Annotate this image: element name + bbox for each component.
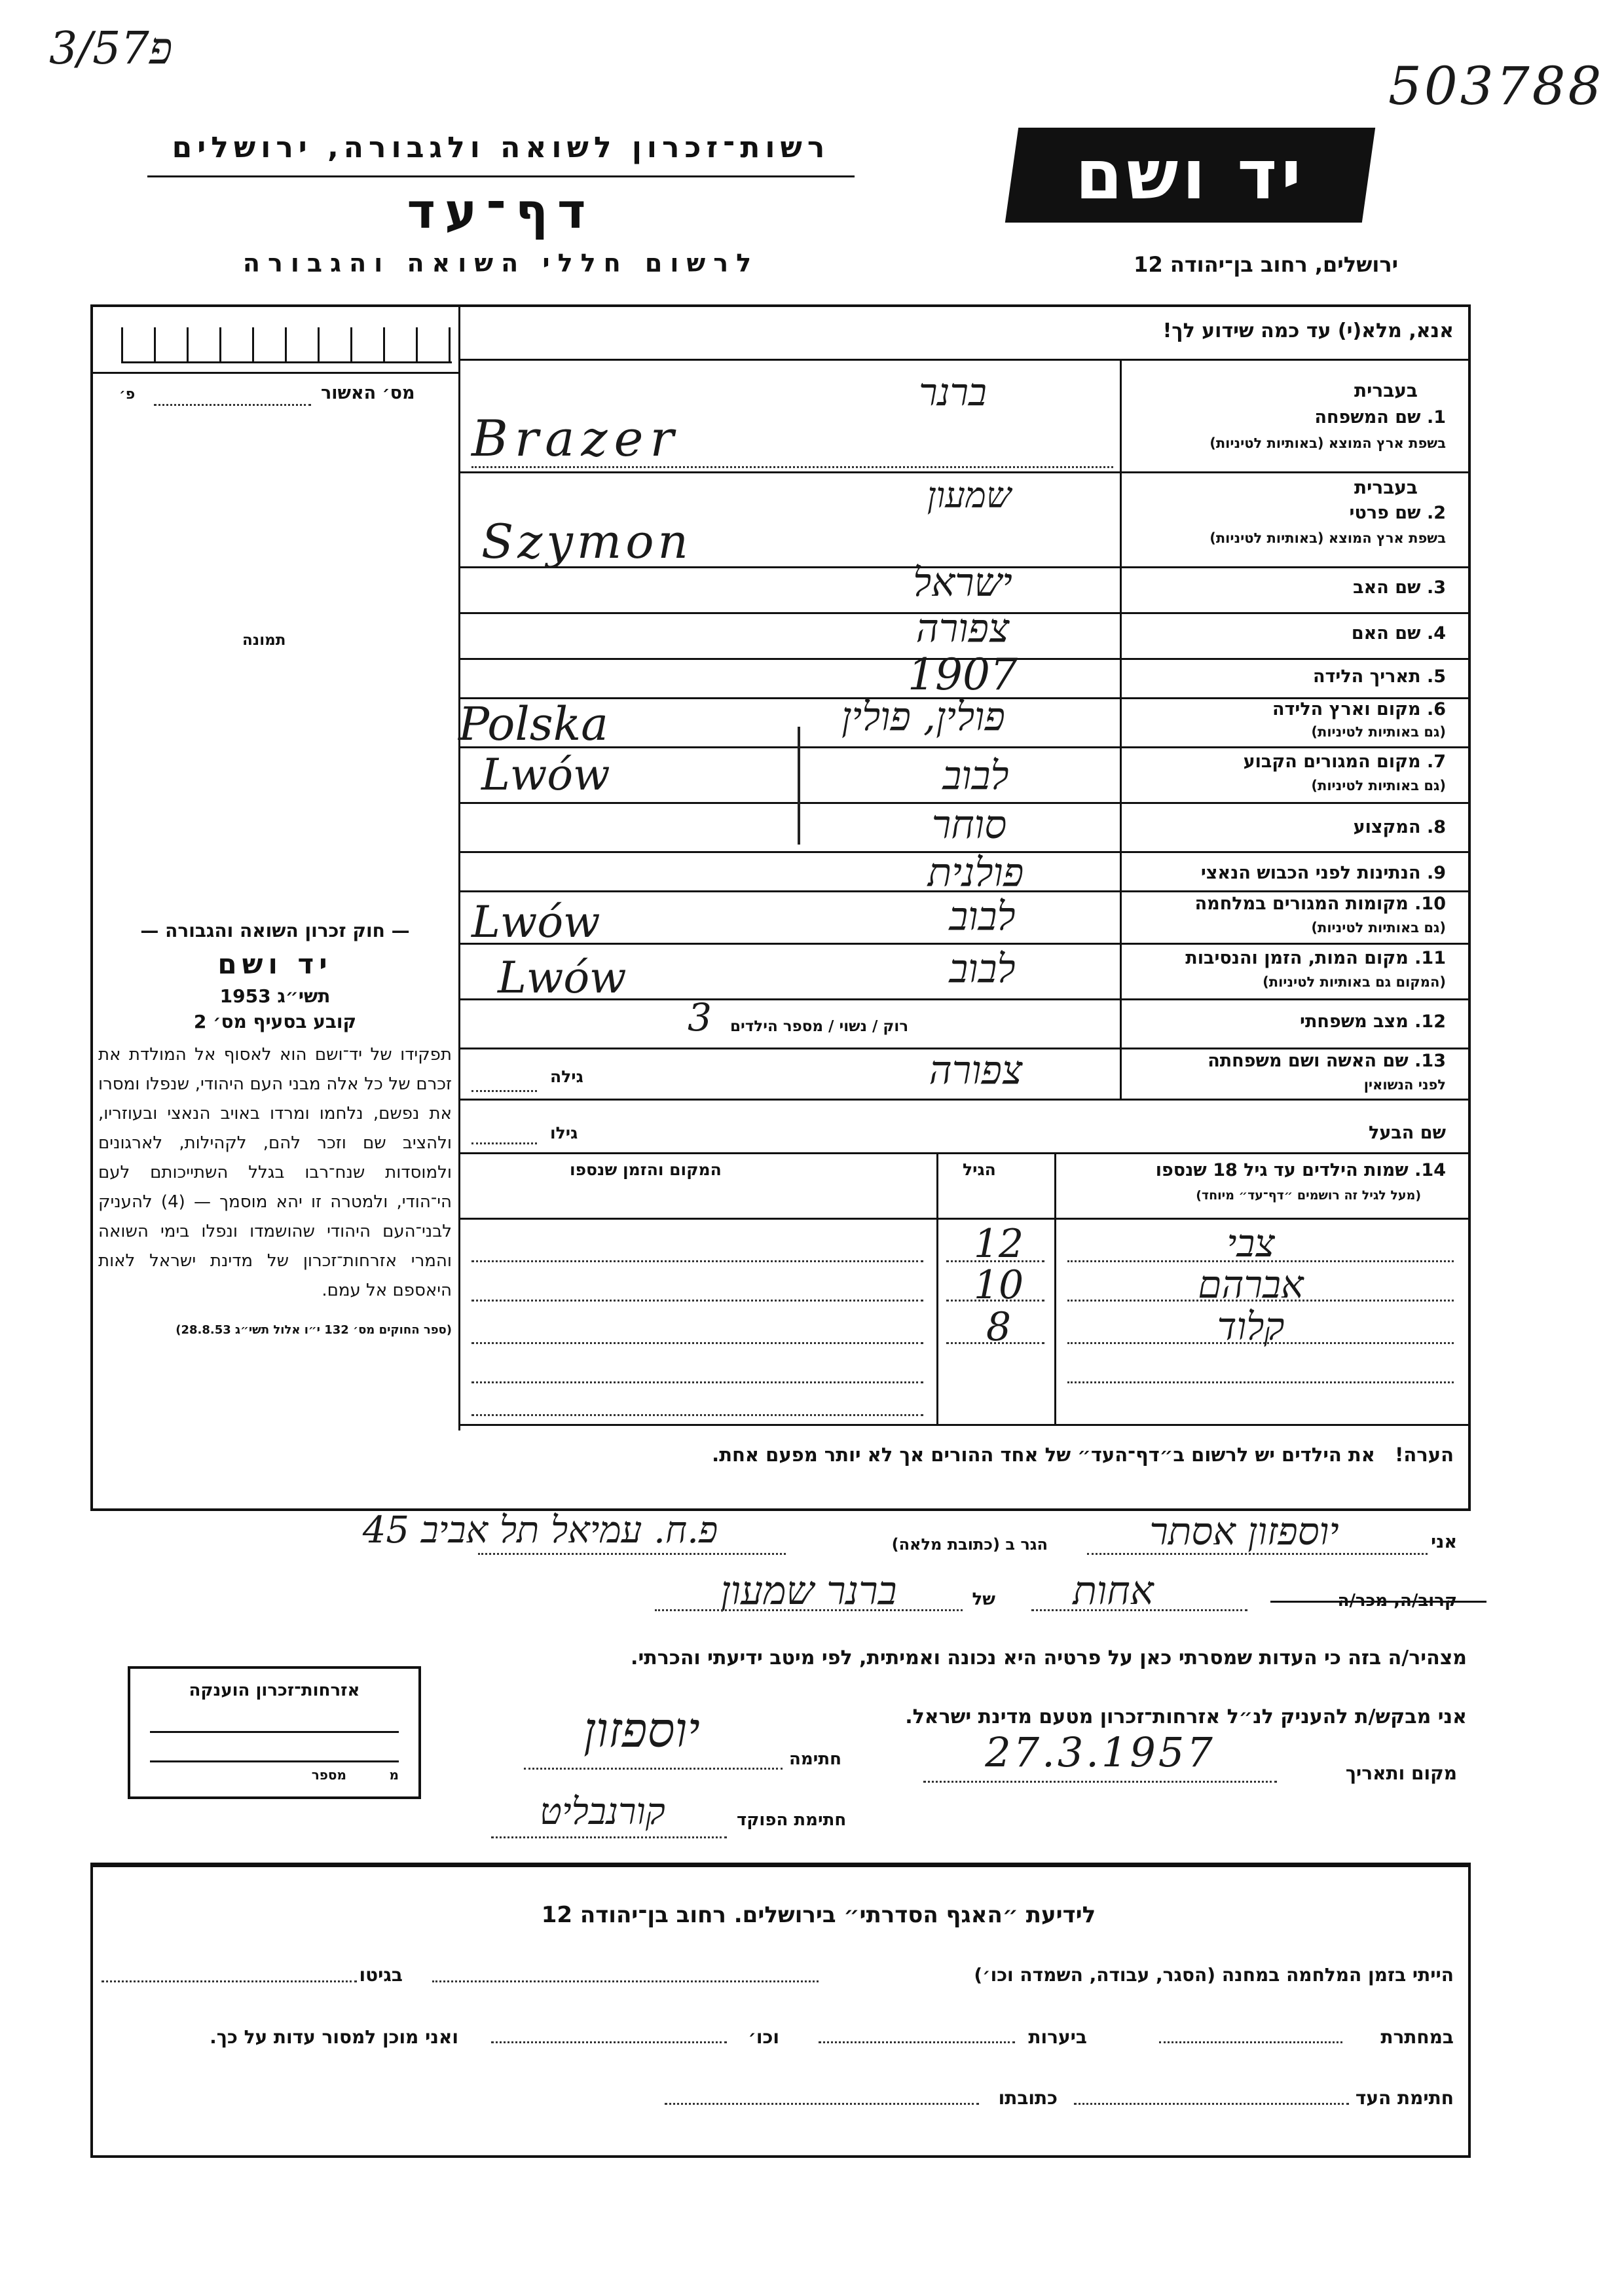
instruction: אנא, מלא(י) עד כמה שידוע לך! <box>1162 319 1454 342</box>
f13-sub: לפני הנשואין <box>1363 1077 1446 1093</box>
yad-vashem-logo <box>1005 128 1375 223</box>
f10-label: 10. מקומות המגורים במלחמה <box>1194 894 1446 914</box>
citizenship-number-prefix: מ <box>389 1767 399 1783</box>
f3-label: 3. שם האב <box>1353 577 1446 598</box>
f1-label: 1. שם המשפחה <box>1314 407 1446 428</box>
f2-in-hebrew: בעברית <box>1354 477 1418 498</box>
law-title: — חוק זכרון השואה והגבורה — <box>140 920 410 941</box>
etc-label: וכו׳ <box>748 2026 779 2048</box>
age-header: הגיל <box>963 1160 996 1179</box>
bottom-title: לידיעת ״האגף הסדרתי״ בירושלים. רחוב בן־יהודה 12 <box>541 1902 1096 1928</box>
officer-signature: קורנבליט <box>540 1791 665 1833</box>
f2-value-he: שמעון <box>927 475 1012 516</box>
law-name: יד ושם <box>217 948 333 980</box>
child-2-age[interactable]: 10 <box>973 1262 1024 1308</box>
children-title: 14. שמות הילדים עד גיל 18 שנספו <box>1155 1160 1446 1180</box>
f9-label: 9. הנתינות לפני הכבוש הנאצי <box>1200 863 1446 883</box>
f4-label: 4. שם האם <box>1351 623 1446 644</box>
witness-signature-label: חתימת העד <box>1355 2087 1454 2109</box>
f13-label: 13. שם האשה ושם משפחתה <box>1208 1051 1446 1071</box>
citizenship-number-label: מספר <box>311 1767 346 1783</box>
camp-label: הייתי בזמן המלחמה במחנה (הסגר, עבודה, השמדה וכו׳) <box>974 1964 1454 1986</box>
testimony-ready: ואני מוכן למסור עדות על כך. <box>210 2026 458 2048</box>
law-text: תפקידו של יד־ושם הוא לאסוף אל המולדת את זכרם של כל אלה מבני העם היהודי, שנפלו ומסרו את נפשם, נלחמו ומרדו באויב הנאצי ובעוזריו, ולהציב שם וזכר להם, לקהילות, לארגונים ולמוסדות שנח־רבו בגלל השתייכותם לעם הי־הודי, ולמטרה זו יהא מוסמך — (4) להעניק לבני־העם היהודי שהושמדו ונפלו בימי השואה והמרי אזרחות־זכרון של מדינת ישראל לאות היאספם אל עמם. <box>98 1045 452 1300</box>
f2-label: 2. שם פרטי <box>1349 503 1446 523</box>
officer-label: חתימת הפוקד <box>737 1810 847 1830</box>
husband-age-label: גילו <box>550 1123 578 1142</box>
f8-label: 8. המקצוע <box>1353 817 1446 837</box>
archive-number: 503788 <box>1388 56 1604 117</box>
relation-label: קרוב/ה, מכר/ה <box>1337 1591 1457 1611</box>
of-label: של <box>972 1590 995 1609</box>
f12-label: 12. מצב משפחתי <box>1300 1011 1446 1032</box>
note: הערה! את הילדים יש לרשום ב״דף־העד״ של אחד ההורים אך לא יותר מפעם אחת. <box>712 1444 1454 1466</box>
f1-value-he: ברנר <box>919 370 987 414</box>
declarant-address[interactable]: פ.ח. עמיאל תל אביב 45 <box>362 1509 718 1552</box>
child-1-name[interactable]: צבי <box>1227 1221 1275 1266</box>
form-subtitle: לרשום חללי השואה והגבורה <box>242 249 760 278</box>
page: פ3/57 503788 רשות־זכרון לשואה ולגבורה, ירושלים דף־עד לרשום חללי השואה והגבורה יד ושם ירושלים, רחוב בן־יהודה 12 מס׳ האשור פ׳ תמונה אנא, מלא(י) עד כמה שידוע לך! בעברית 1. שם המשפחה בשפת ארץ המוצא (באותיות לטיניות) בעברית 2. שם פרטי בשפת ארץ המוצא (באותיות לטיניות) 3. שם האב 4. שם האם 5. תאריך הלידה 6. מקום וארץ הלידה (גם באותיות לטיניות) 7. מקום המגורים הקבוע (גם באותיות לטיניות) 8. המקצוע 9. הנתינות לפני הכבוש הנאצי 10. מקומות המגורים במלחמה (גם באותיות לטיניות) 11. מקום המות, הזמן והנסיבות (המקום גם באותיות לטיניות) 12. מצב משפחתי 13. שם האשה ושם משפחתה לפני הנשואין שם הבעל ברנר Brazer שמעון Szymon ישראל צפורה 1907 פולין, פולין Polska לבוב Lwów סוחר פולנית לבוב Lwów לבוב Lwów רוק / נשוי / מספר הילדים 3 צפורה גילה גילו 14. שמות הילדים עד גיל 18 שנספו (מעל לגיל זה רושמים ״דף־עד״ מיוחד) הגיל המקום והזמן שנספו צבי 12 אברהם 10 קלוד 8 הערה! את הילדים יש לרשום ב״דף־העד״ של אחד ההורים אך לא יותר מפעם אחת. — חוק זכרון השואה והגבורה — יד ושם תשי״ג 1953 קובע בסעיף מס׳ 2 תפקידו של יד־ושם הוא לאסוף אל המולדת את זכרם של כל אלה מבני העם היהודי, שנפלו ומסרו את נפשם, נלחמו ומרדו באויב הנאצי ובעוזריו, ולהציב שם וזכר להם, לקהילות, לארגונים ולמוסדות שנח־רבו בגלל השתייכותם לעם הי־הודי, ולמטרה זו יהא מוסמך — (4) להעניק לבני־העם היהודי שהושמדו ונפלו בימי השואה והמרי אזרחות־זכרון של מדינת ישראל לאות היאספם אל עמם. (ספר החוקים מס׳ 132 י״ו אלול תשי״ג 28.8.53) אני יוספזון אסתר הגר ב (כתובת מלאה) פ.ח. עמיאל תל אביב 45 קרוב/ה, מכר/ה אחות של ברנר שמעון מצהיר/ה בזה כי העדות שמסרתי כאן על פרטיה היא נכונה ואמיתית, לפי מיטב ידיעתי והכרתי. אני מבקש/ת להעניק לנ״ל אזרחות־זכרון מטעם מדינת ישראל. מקום ותאריך 27.3.1957 חתימה יוספזון חתימת הפוקד קורנבליט אזרחות־זכרון הוענקה מ מספר לידיעת ״האגף הסדרתי״ בירושלים. רחוב בן־יהודה 12 הייתי בזמן המלחמה במחנה (הסגר, עבודה, השמדה וכו׳) בגיטו במחתרת ביערות וכו׳ ואני מוכן למסור עדות על כך. חתימת העד כתובתו <box>0 0 1624 2296</box>
f7-sub: (גם באותיות לטיניות) <box>1311 778 1446 793</box>
citizenship-box <box>128 1666 421 1799</box>
f5-value: 1907 <box>908 649 1018 700</box>
statement: מצהיר/ה בזה כי העדות שמסרתי כאן על פרטיה היא נכונה ואמיתית, לפי מיטב ידיעתי והכרתי. <box>631 1647 1467 1669</box>
f7-label: 7. מקום המגורים הקבוע <box>1243 752 1446 772</box>
request: אני מבקש/ת להעניק לנ״ל אזרחות־זכרון מטעם מדינת ישראל. <box>905 1705 1467 1728</box>
f6-sub: (גם באותיות לטיניות) <box>1311 724 1446 740</box>
f11-value-lat: Lwów <box>498 953 627 1003</box>
residing-label: הגר ב (כתובת מלאה) <box>891 1535 1048 1554</box>
form-title: דף־עד <box>407 183 595 240</box>
f13-value: צפורה <box>929 1048 1023 1093</box>
f6-label: 6. מקום וארץ הלידה <box>1272 699 1446 720</box>
f1-value-lat: Brazer <box>471 409 680 467</box>
f12-status-options: רוק / נשוי / מספר הילדים <box>730 1018 909 1035</box>
f2-sub: בשפת ארץ המוצא (באותיות לטיניות) <box>1209 530 1446 546</box>
f10-value-he: לבוב <box>949 894 1016 939</box>
f12-children-count: 3 <box>688 995 712 1040</box>
f6-value-he: פולין, פולין <box>841 694 1005 740</box>
f11-label: 11. מקום המות, הזמן והנסיבות <box>1185 948 1446 968</box>
child-3-age[interactable]: 8 <box>986 1304 1012 1350</box>
relative-of[interactable]: ברנר שמעון <box>720 1568 897 1614</box>
handwritten-stroke <box>798 727 800 845</box>
f11-value-he: לבוב <box>949 946 1016 992</box>
f7-value-he: לבוב <box>942 753 1009 799</box>
f8-value: סוחר <box>931 802 1007 848</box>
declarant-name[interactable]: יוספזון אסתר <box>1149 1509 1339 1554</box>
forests-label: ביערות <box>1028 2026 1087 2048</box>
law-year: תשי״ג 1953 <box>219 985 331 1007</box>
place-date-label: מקום ותאריך <box>1345 1762 1457 1784</box>
approval-no-label: מס׳ האשור <box>321 383 415 403</box>
f5-label: 5. תאריך הלידה <box>1312 666 1446 687</box>
place-date-value[interactable]: 27.3.1957 <box>985 1728 1215 1776</box>
relation-value[interactable]: אחות <box>1073 1568 1154 1614</box>
logo-text: יד ושם <box>1075 135 1305 215</box>
child-2-name[interactable]: אברהם <box>1198 1262 1304 1307</box>
wife-age-label: גילה <box>550 1067 583 1086</box>
f2-value-lat: Szymon <box>481 514 692 569</box>
husband-label: שם הבעל <box>1368 1123 1446 1143</box>
f4-value: צפורה <box>915 606 1010 651</box>
child-3-name[interactable]: קלוד <box>1217 1304 1285 1349</box>
f3-value: ישראל <box>913 560 1012 606</box>
children-sub: (מעל לגיל זה רושמים ״דף־עד״ מיוחד) <box>1196 1188 1421 1203</box>
place-header: המקום והזמן שנספו <box>570 1160 722 1179</box>
f11-sub: (המקום גם באותיות לטיניות) <box>1263 974 1446 990</box>
witness-address-label: כתובתו <box>998 2087 1058 2109</box>
child-1-age[interactable]: 12 <box>973 1221 1024 1267</box>
f1-sub: בשפת ארץ המוצא (באותיות לטיניות) <box>1209 435 1446 451</box>
f10-value-lat: Lwów <box>471 897 600 947</box>
i-label: אני <box>1431 1532 1457 1552</box>
law-box <box>98 920 452 1339</box>
ghetto-label: בגיטו <box>359 1964 403 1986</box>
f1-in-hebrew: בעברית <box>1354 380 1418 401</box>
f7-value-lat: Lwów <box>481 750 610 800</box>
photo-label: תמונה <box>242 632 286 649</box>
law-ref: (ספר החוקים מס׳ 132 י״ו אלול תשי״ג 28.8.53) <box>175 1323 452 1337</box>
approval-boxes <box>121 327 452 361</box>
corner-note: פ3/57 <box>49 23 173 75</box>
f6-value-lat: Polska <box>458 697 608 751</box>
f9-value: פולנית <box>927 850 1024 896</box>
underground-label: במחתרת <box>1380 2026 1454 2048</box>
law-clause: קובע בסעיף מס׳ 2 <box>193 1011 357 1032</box>
citizenship-title: אזרחות־זכרון הוענקה <box>189 1681 360 1700</box>
address: ירושלים, רחוב בן־יהודה 12 <box>1134 252 1398 277</box>
f10-sub: (גם באותיות לטיניות) <box>1311 920 1446 936</box>
signature-label: חתימה <box>789 1749 841 1769</box>
declarant-signature: יוספזון <box>583 1702 700 1758</box>
institute-name: רשות־זכרון לשואה ולגבורה, ירושלים <box>172 131 830 164</box>
